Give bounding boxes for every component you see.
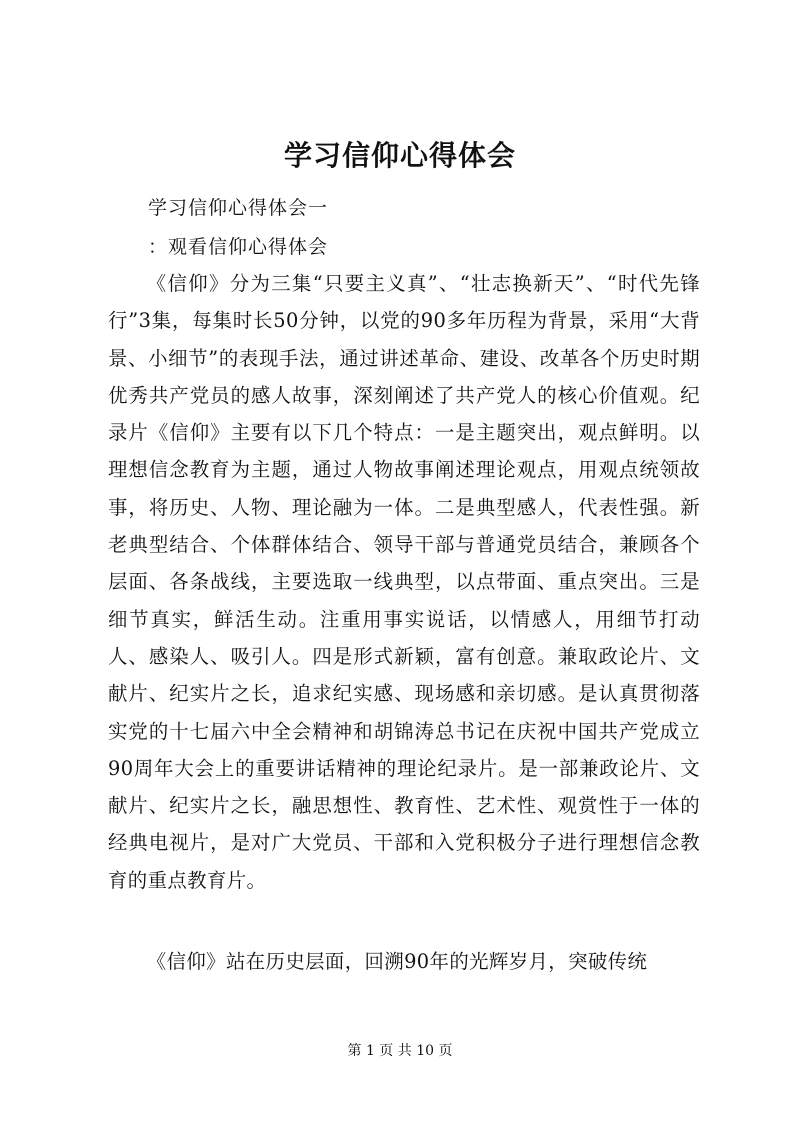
paragraph-text: 《信仰》分为三集“只要主义真”、“壮志换新天”、“时代先锋行”3集，每集时长50分钟，以党的90多年历程为背景，采用“大背景、小细节”的表现手法，通过讲述革命、建设、改革各个历史时期优秀共产党员的感人故事，深刻阐述了共产党人的核心价值观。纪录片《信仰》主要有以下几个特点：一是主题突出，观点鲜明。以理想信念教育为主题，通过人物故事阐述理论观点，用观点统领故事，将历史、人物、理论融为一体。二是典型感人，代表性强。新老典型结合、个体群体结合、领导干部与普通党员结合，兼顾各个层面、各条战线，主要选取一线典型，以点带面、重点突出。三是细节真实，鲜活生动。注重用事实说话，以情感人，用细节打动人、感染人、吸引人。四是形式新颖，富有创意。兼取政论片、文献片、纪实片之长，追求纪实感、现场感和亲切感。是认真贯彻落实党的十七届六中全会精神和胡锦涛总书记在庆祝中国共产党成立90周年大会上的重要讲话精神的理论纪录片。是一部兼政论片、文献片、纪实片之长，融思想性、教育性、艺术性、观赏性于一体的经典电视片，是对广大党员、干部和入党积极分子进行理想信念教育的重点教育片。 xyxy=(108,272,700,892)
section-heading: ：观看信仰心得体会 xyxy=(148,236,329,258)
subheading: 学习信仰心得体会一 xyxy=(148,197,329,219)
page-footer: 第 1 页 共 10 页 xyxy=(347,1043,453,1059)
body-paragraph-1 xyxy=(108,265,700,899)
document-title: 学习信仰心得体会 xyxy=(283,139,516,172)
paragraph-text: 《信仰》站在历史层面，回溯90年的光辉岁月，突破传统 xyxy=(146,950,648,973)
body-paragraph-2 xyxy=(108,943,700,980)
